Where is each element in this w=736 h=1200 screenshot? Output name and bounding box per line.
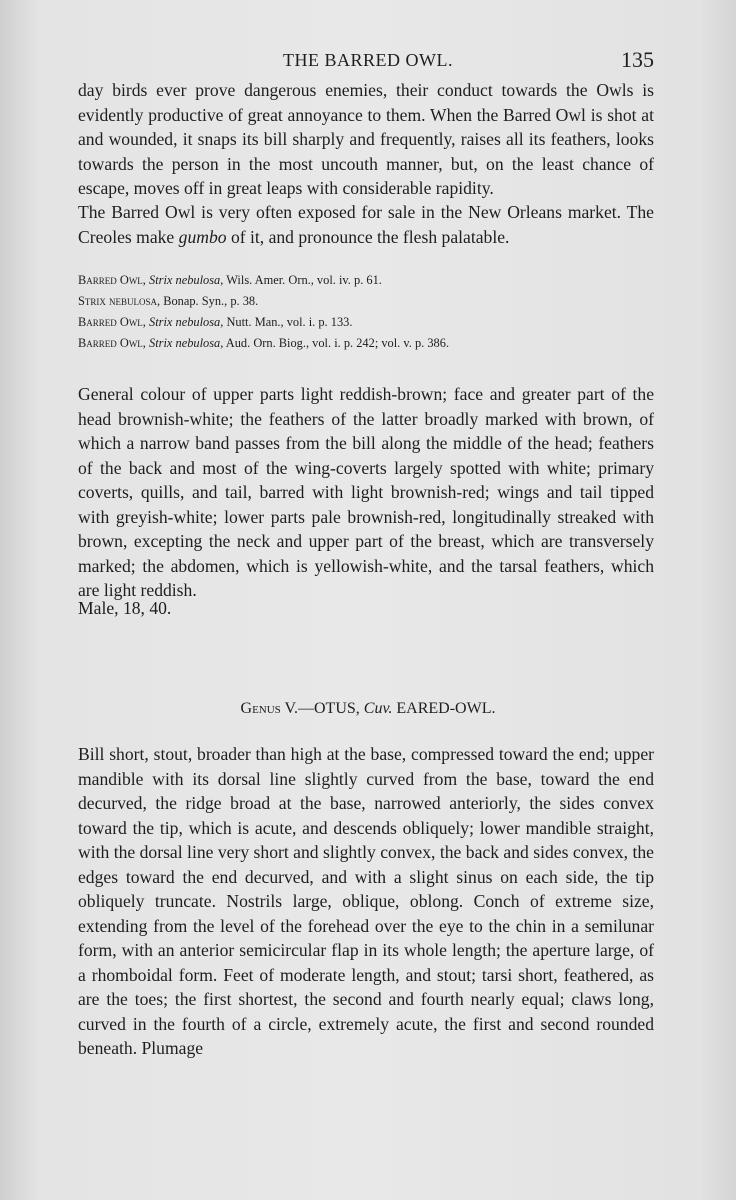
synonym-entry [78, 270, 654, 291]
synonym-entry [78, 291, 654, 312]
genus-prefix: Genus V.—OTUS, [240, 700, 360, 717]
paragraph-genus-characters: Bill short, stout, broader than high at the base, compressed toward the end; upper mandible with its dorsal line slightly curved from the base, toward the end decurved, the ridge broad at the base, narrowed anteriorly, the sides convex toward the tip, which is acute, and descends obliquely; lower mandible straight, with the dorsal line very short and slightly convex, the back and sides convex, the edges toward the end decurved, and with a slight sinus on each side, the tip obliquely truncate. Nostrils large, oblique, oblong. Conch of extreme size, extending from the level of the forehead over the eye to the chin in a semilunar form, with an anterior semicircular flap in its whole length; the aperture large, of a rhomboidal form. Feet of moderate length, and stout; tarsi short, feathered, as are the toes; the first shortest, the second and fourth nearly equal; claws long, curved in the fourth of a circle, extremely acute, the first and second rounded beneath. Plumage [78, 744, 654, 1058]
synonym-name: Barred Owl, [78, 336, 146, 350]
synonymy-list [78, 270, 654, 354]
synonym-ref: Wils. Amer. Orn., vol. iv. p. 61. [226, 273, 382, 287]
paragraph-market-text-2: of it, and pronounce the flesh palatable. [226, 226, 510, 247]
synonym-entry [78, 312, 654, 333]
gumbo-italic: gumbo [178, 226, 227, 247]
page-number: 135 [621, 47, 654, 72]
paragraph-market-text-1: The Barred Owl is very often exposed for sale in the New Orleans market. The Creoles make [78, 202, 654, 247]
genus-author: Cuv. [363, 700, 393, 717]
synonym-name: Strix nebulosa, [78, 294, 161, 308]
synonym-ref: Bonap. Syn., p. 38. [163, 294, 259, 308]
synonym-name: Barred Owl, [78, 273, 146, 287]
synonym-ref: Aud. Orn. Biog., vol. i. p. 242; vol. v. p. 386. [225, 336, 450, 350]
paragraph-market [78, 200, 654, 249]
genus-heading [0, 700, 736, 718]
synonym-ref: Nutt. Man., vol. i. p. 133. [226, 315, 353, 329]
genus-common-name: EARED-OWL. [396, 700, 496, 717]
synonym-species: Strix nebulosa, [149, 336, 224, 350]
running-head: THE BARRED OWL. [283, 50, 453, 70]
paragraph-behavior: day birds ever prove dangerous enemies, their conduct towards the Owls is evidently productive of great annoyance to them. When the Barred Owl is shot at and wounded, it snaps its bill sharply and frequently, raises all its feathers, looks towards the person in the most uncouth manner, but, on the least chance of escape, moves off in great leaps with considerable rapidity. [78, 80, 654, 198]
synonym-species: Strix nebulosa, [149, 273, 224, 287]
synonym-entry [78, 333, 654, 354]
paragraph-measurements: Male, 18, 40. [78, 598, 172, 618]
synonym-name: Barred Owl, [78, 315, 146, 329]
paragraph-description: General colour of upper parts light reddish-brown; face and greater part of the head brownish-white; the feathers of the latter broadly marked with brown, of which a narrow band passes from the bill along the middle of the head; feathers of the back and most of the wing-coverts largely spotted with white; primary coverts, quills, and tail, barred with light brownish-red; wings and tail tipped with greyish-white; lower parts pale brownish-red, longitudinally streaked with brown, excepting the neck and upper part of the breast, which are transversely marked; the abdomen, which is yellowish-white, and the tarsal feathers, which are light reddish. [78, 384, 654, 600]
synonym-species: Strix nebulosa, [149, 315, 224, 329]
